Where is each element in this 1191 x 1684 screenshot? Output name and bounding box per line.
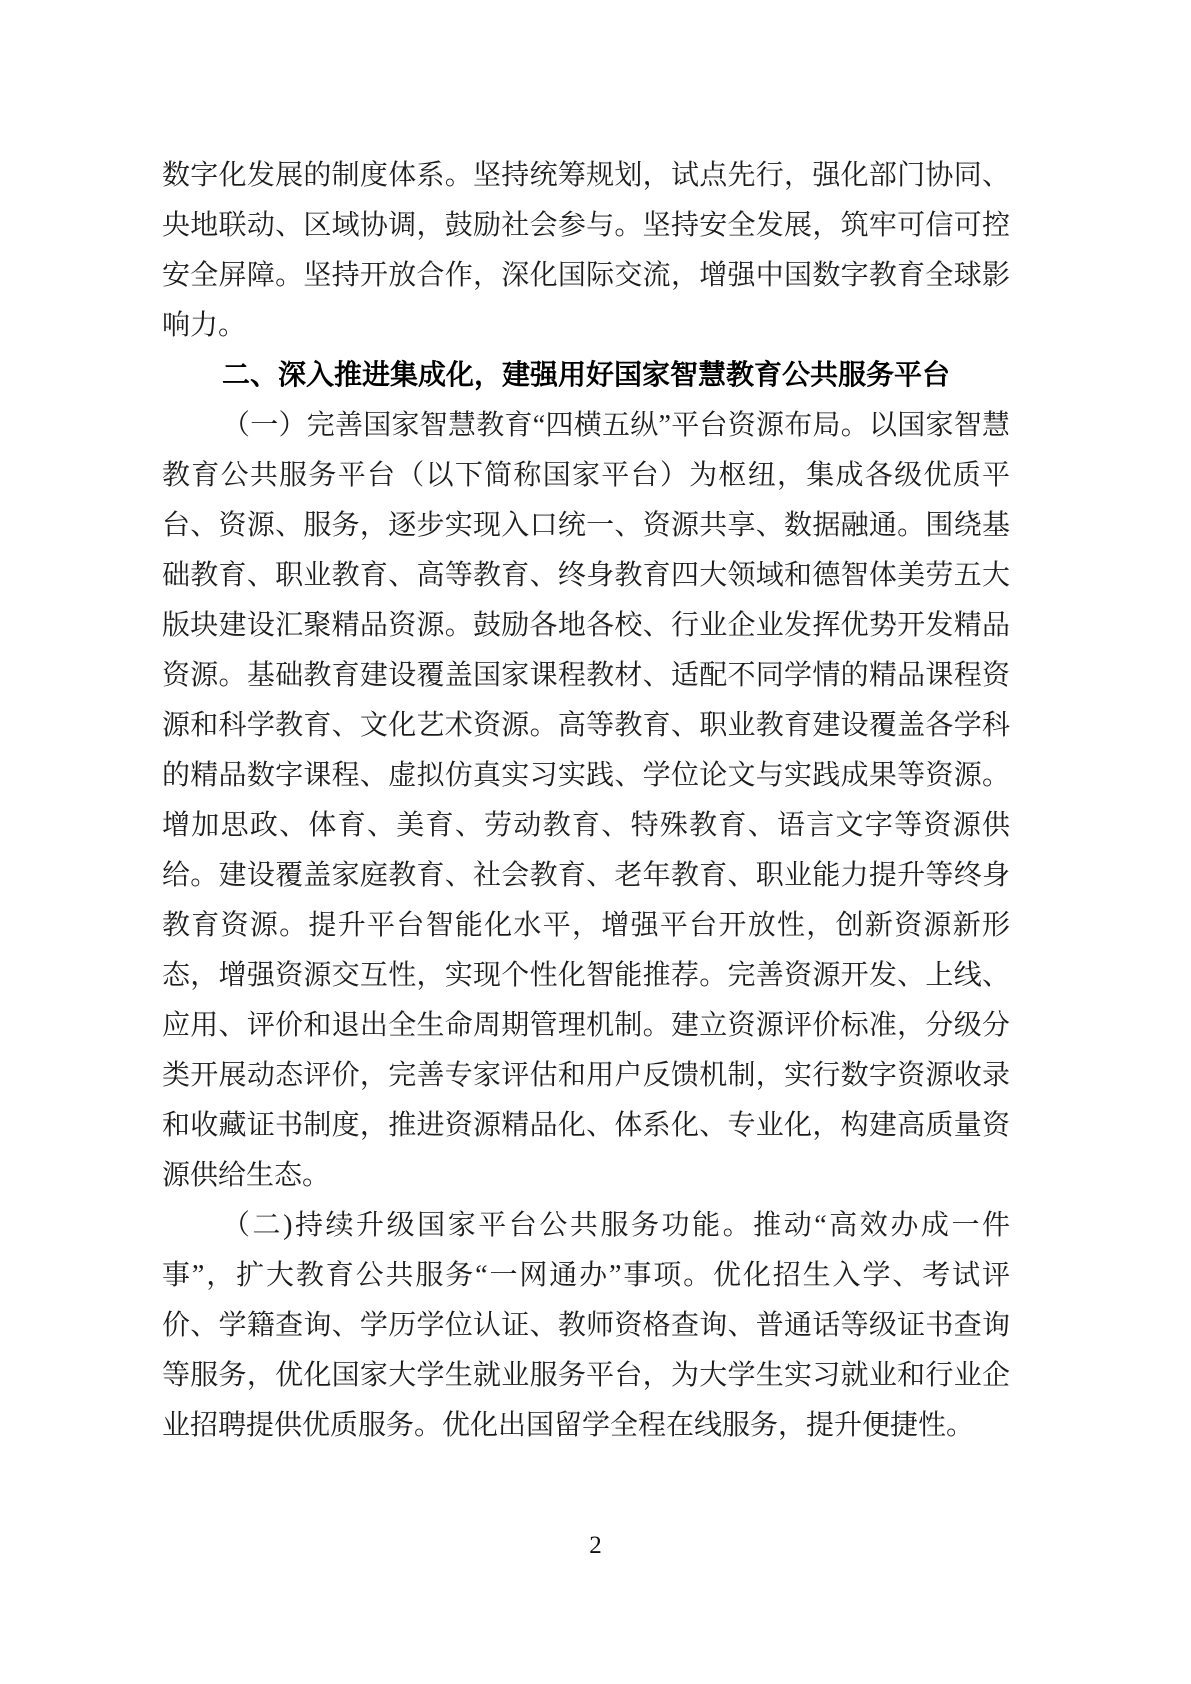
paragraph: （二)持续升级国家平台公共服务功能。推动“高效办成一件事”，扩大教育公共服务“一网通办”事项。优化招生入学、考试评价、学籍查询、学历学位认证、教师资格查询、普通话等级证书查询等服务，优化国家大学生就业服务平台，为大学生实习就业和行业企业招聘提供优质服务。优化出国留学全程在线服务，提升便捷性。 xyxy=(162,1210,1010,1441)
document-body xyxy=(162,151,1010,1451)
section-heading: 二、深入推进集成化，建强用好国家智慧教育公共服务平台 xyxy=(222,360,951,391)
paragraph: 数字化发展的制度体系。坚持统筹规划，试点先行，强化部门协同、央地联动、区域协调，鼓励社会参与。坚持安全发展，筑牢可信可控安全屏障。坚持开放合作，深化国际交流，增强中国数字教育全球影响力。 xyxy=(162,160,1010,341)
paragraph: （一）完善国家智慧教育“四横五纵”平台资源布局。以国家智慧教育公共服务平台（以下简称国家平台）为枢纽，集成各级优质平台、资源、服务，逐步实现入口统一、资源共享、数据融通。围绕基础教育、职业教育、高等教育、终身教育四大领域和德智体美劳五大版块建设汇聚精品资源。鼓励各地各校、行业企业发挥优势开发精品资源。基础教育建设覆盖国家课程教材、适配不同学情的精品课程资源和科学教育、文化艺术资源。高等教育、职业教育建设覆盖各学科的精品数字课程、虚拟仿真实习实践、学位论文与实践成果等资源。增加思政、体育、美育、劳动教育、特殊教育、语言文字等资源供给。建设覆盖家庭教育、社会教育、老年教育、职业能力提升等终身教育资源。提升平台智能化水平，增强平台开放性，创新资源新形态，增强资源交互性，实现个性化智能推荐。完善资源开发、上线、应用、评价和退出全生命周期管理机制。建立资源评价标准，分级分类开展动态评价，完善专家评估和用户反馈机制，实行数字资源收录和收藏证书制度，推进资源精品化、体系化、专业化，构建高质量资源供给生态。 xyxy=(162,410,1010,1191)
page-number: 2 xyxy=(589,1532,602,1559)
